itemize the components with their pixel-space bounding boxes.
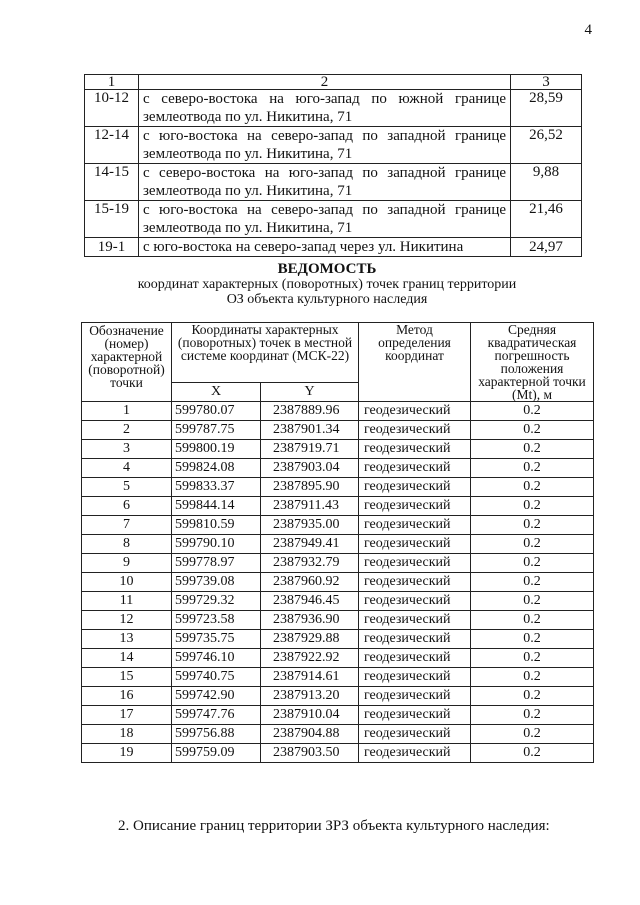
point-number: 1: [82, 402, 172, 421]
mean-error: 0.2: [471, 402, 594, 421]
page-number: 4: [584, 22, 592, 38]
header-coordinates: Координаты характерных (поворотных) точек в местной системе координат (МСК-22): [172, 323, 359, 383]
coordinate-x: 599742.90: [172, 687, 261, 706]
segment-points: 19-1: [85, 238, 139, 257]
table-row: [85, 127, 582, 164]
point-number: 3: [82, 440, 172, 459]
segment-description: с юго-востока на северо-запад через ул. Никитина: [139, 238, 511, 257]
table-row: [82, 611, 594, 630]
coordinate-x: 599810.59: [172, 516, 261, 535]
table-row: [85, 90, 582, 127]
header-y: Y: [261, 382, 359, 401]
table-row: [85, 164, 582, 201]
title-subtitle-line-1: координат характерных (поворотных) точек границ территории: [137, 277, 517, 292]
coordinate-y: 2387922.92: [261, 649, 359, 668]
segment-length: 24,97: [511, 238, 582, 257]
segment-length: 21,46: [511, 201, 582, 238]
point-number: 11: [82, 592, 172, 611]
segment-length: 28,59: [511, 90, 582, 127]
table-row: [82, 554, 594, 573]
coordinate-x: 599747.76: [172, 706, 261, 725]
segment-description: с северо-востока на юго-запад по южной границе землеотвода по ул. Никитина, 71: [139, 90, 511, 127]
coordinate-y: 2387901.34: [261, 421, 359, 440]
coordinate-x: 599824.08: [172, 459, 261, 478]
mean-error: 0.2: [471, 611, 594, 630]
coordinate-x: 599833.37: [172, 478, 261, 497]
point-number: 8: [82, 535, 172, 554]
coordinate-x: 599723.58: [172, 611, 261, 630]
mean-error: 0.2: [471, 744, 594, 763]
coordinate-x: 599787.75: [172, 421, 261, 440]
coordinate-y: 2387960.92: [261, 573, 359, 592]
table-row: [82, 630, 594, 649]
mean-error: 0.2: [471, 554, 594, 573]
segment-length: 9,88: [511, 164, 582, 201]
point-number: 9: [82, 554, 172, 573]
point-number: 13: [82, 630, 172, 649]
header-method: Метод определения координат: [359, 323, 471, 402]
coordinate-y: 2387932.79: [261, 554, 359, 573]
method: геодезический: [359, 725, 471, 744]
segment-points: 15-19: [85, 201, 139, 238]
point-number: 18: [82, 725, 172, 744]
method: геодезический: [359, 668, 471, 687]
title-heading: ВЕДОМОСТЬ: [277, 261, 377, 277]
coordinate-x: 599759.09: [172, 744, 261, 763]
coordinate-x: 599778.97: [172, 554, 261, 573]
coordinate-y: 2387904.88: [261, 725, 359, 744]
coordinate-y: 2387910.04: [261, 706, 359, 725]
segments-body: [85, 90, 582, 257]
mean-error: 0.2: [471, 421, 594, 440]
table-row: [82, 421, 594, 440]
table-row: [82, 459, 594, 478]
method: геодезический: [359, 706, 471, 725]
table-row: [82, 478, 594, 497]
segment-points: 10-12: [85, 90, 139, 127]
coordinate-x: 599740.75: [172, 668, 261, 687]
segment-points: 14-15: [85, 164, 139, 201]
table-header-row: [85, 75, 582, 90]
table-row: [82, 440, 594, 459]
segment-description: с северо-востока на юго-запад по западной границе землеотвода по ул. Никитина, 71: [139, 164, 511, 201]
table-row: [82, 592, 594, 611]
method: геодезический: [359, 516, 471, 535]
coordinate-x: 599729.32: [172, 592, 261, 611]
mean-error: 0.2: [471, 668, 594, 687]
header-error: Средняя квадратическая погрешность положения характерной точки (Mt), м: [471, 323, 594, 402]
section-2-heading: 2. Описание границ территории ЗРЗ объекта культурного наследия:: [118, 818, 550, 834]
table-row: [82, 649, 594, 668]
coordinate-x: 599790.10: [172, 535, 261, 554]
method: геодезический: [359, 573, 471, 592]
method: геодезический: [359, 478, 471, 497]
point-number: 5: [82, 478, 172, 497]
method: геодезический: [359, 459, 471, 478]
coordinate-x: 599756.88: [172, 725, 261, 744]
table-row: [82, 668, 594, 687]
mean-error: 0.2: [471, 497, 594, 516]
method: геодезический: [359, 649, 471, 668]
coordinate-x: 599735.75: [172, 630, 261, 649]
method: геодезический: [359, 554, 471, 573]
segment-length: 26,52: [511, 127, 582, 164]
point-number: 14: [82, 649, 172, 668]
header-x: X: [172, 382, 261, 401]
coordinate-y: 2387903.04: [261, 459, 359, 478]
table-row: [85, 201, 582, 238]
table-row: [82, 744, 594, 763]
mean-error: 0.2: [471, 478, 594, 497]
coordinate-y: 2387936.90: [261, 611, 359, 630]
point-number: 16: [82, 687, 172, 706]
point-number: 12: [82, 611, 172, 630]
coordinate-x: 599800.19: [172, 440, 261, 459]
coordinate-y: 2387919.71: [261, 440, 359, 459]
method: геодезический: [359, 421, 471, 440]
mean-error: 0.2: [471, 630, 594, 649]
segment-description: с юго-востока на северо-запад по западной границе землеотвода по ул. Никитина, 71: [139, 201, 511, 238]
boundary-segments-table: [84, 74, 582, 257]
coordinate-x: 599739.08: [172, 573, 261, 592]
coordinate-y: 2387895.90: [261, 478, 359, 497]
coordinate-y: 2387929.88: [261, 630, 359, 649]
point-number: 17: [82, 706, 172, 725]
table-row: [82, 402, 594, 421]
point-number: 6: [82, 497, 172, 516]
table-row: [85, 238, 582, 257]
coordinate-y: 2387914.61: [261, 668, 359, 687]
mean-error: 0.2: [471, 573, 594, 592]
mean-error: 0.2: [471, 592, 594, 611]
mean-error: 0.2: [471, 440, 594, 459]
table-row: [82, 573, 594, 592]
header-col-2: 2: [139, 75, 511, 90]
mean-error: 0.2: [471, 706, 594, 725]
coordinate-y: 2387946.45: [261, 592, 359, 611]
coordinate-y: 2387903.50: [261, 744, 359, 763]
coordinate-x: 599844.14: [172, 497, 261, 516]
mean-error: 0.2: [471, 687, 594, 706]
segment-points: 12-14: [85, 127, 139, 164]
method: геодезический: [359, 402, 471, 421]
point-number: 4: [82, 459, 172, 478]
mean-error: 0.2: [471, 649, 594, 668]
coordinate-y: 2387911.43: [261, 497, 359, 516]
method: геодезический: [359, 592, 471, 611]
coordinate-y: 2387913.20: [261, 687, 359, 706]
table-row: [82, 535, 594, 554]
coordinates-header-row: [82, 323, 594, 383]
mean-error: 0.2: [471, 459, 594, 478]
coordinates-body: [82, 402, 594, 763]
coordinate-y: 2387935.00: [261, 516, 359, 535]
title-subtitle-line-2: ОЗ объекта культурного наследия: [226, 292, 428, 307]
mean-error: 0.2: [471, 535, 594, 554]
method: геодезический: [359, 630, 471, 649]
mean-error: 0.2: [471, 725, 594, 744]
coordinate-x: 599746.10: [172, 649, 261, 668]
coordinate-y: 2387889.96: [261, 402, 359, 421]
method: геодезический: [359, 744, 471, 763]
coordinates-table: [81, 322, 594, 763]
coordinate-y: 2387949.41: [261, 535, 359, 554]
method: геодезический: [359, 687, 471, 706]
table-row: [82, 497, 594, 516]
point-number: 15: [82, 668, 172, 687]
mean-error: 0.2: [471, 516, 594, 535]
table-row: [82, 725, 594, 744]
header-col-1: 1: [85, 75, 139, 90]
method: геодезический: [359, 611, 471, 630]
segment-description: с юго-востока на северо-запад по западной границе землеотвода по ул. Никитина, 71: [139, 127, 511, 164]
statement-title: [84, 262, 570, 307]
point-number: 19: [82, 744, 172, 763]
method: геодезический: [359, 440, 471, 459]
point-number: 2: [82, 421, 172, 440]
header-col-3: 3: [511, 75, 582, 90]
point-number: 7: [82, 516, 172, 535]
coordinate-x: 599780.07: [172, 402, 261, 421]
method: геодезический: [359, 535, 471, 554]
point-number: 10: [82, 573, 172, 592]
table-row: [82, 516, 594, 535]
header-point-designation: Обозначение (номер) характерной (поворотной) точки: [82, 323, 172, 402]
method: геодезический: [359, 497, 471, 516]
table-row: [82, 706, 594, 725]
table-row: [82, 687, 594, 706]
